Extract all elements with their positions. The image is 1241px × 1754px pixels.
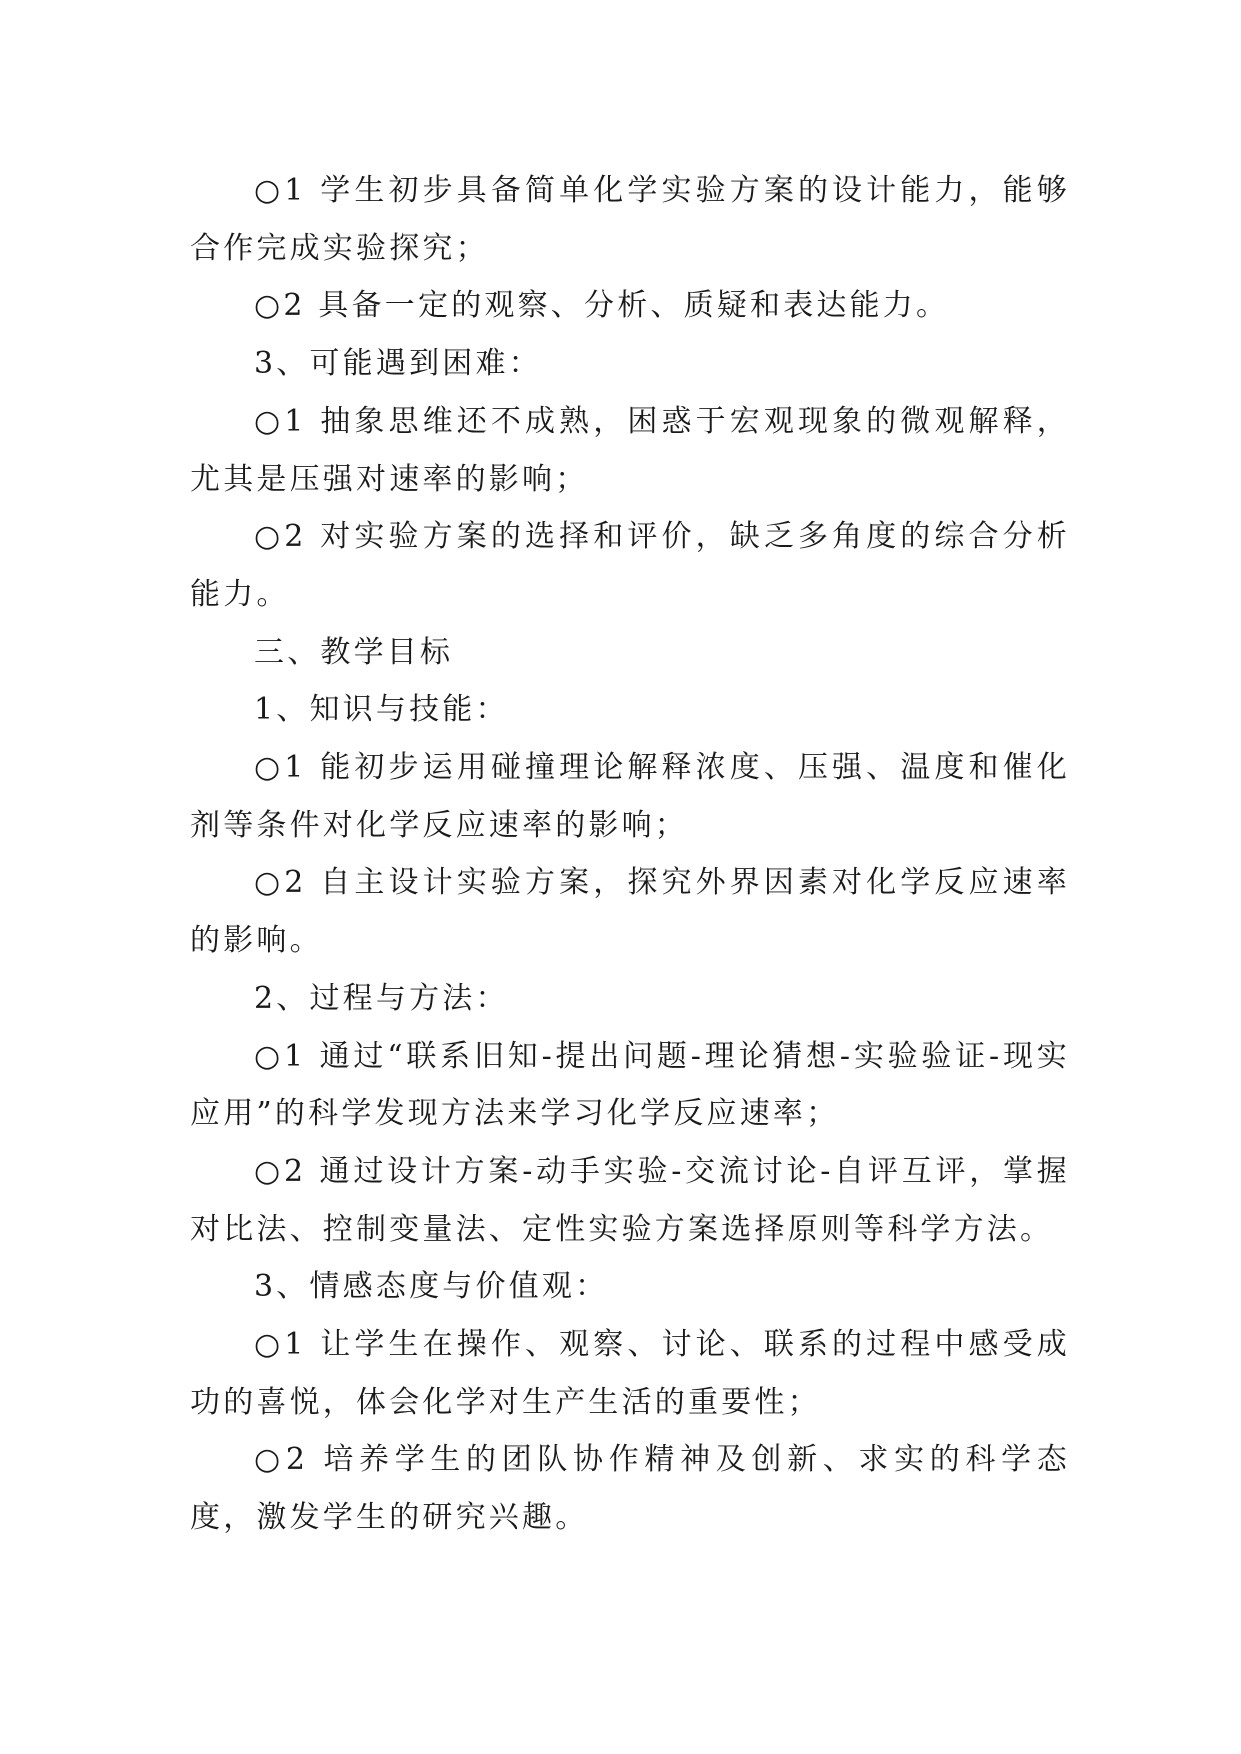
heading-teaching-goals: 三、教学目标: [254, 634, 454, 670]
heading-process-methods: 2、过程与方法：: [254, 980, 509, 1016]
paragraph-design-experiment: ○2 自主设计实验方案，探究外界因素对化学反应速率的影响。: [190, 865, 1070, 959]
heading-attitudes-values: 3、情感态度与价值观：: [254, 1269, 609, 1305]
paragraph-teamwork-spirit: ○2 培养学生的团队协作精神及创新、求实的科学态度，激发学生的研究兴趣。: [190, 1442, 1070, 1536]
paragraph-student-design-ability: ○1 学生初步具备简单化学实验方案的设计能力，能够合作完成实验探究；: [190, 173, 1070, 266]
paragraph-control-variables: ○2 通过设计方案-动手实验-交流讨论-自评互评，掌握对比法、控制变量法、定性实验方案选择原则等科学方法。: [190, 1153, 1070, 1247]
paragraph-joy-of-success: ○1 让学生在操作、观察、讨论、联系的过程中感受成功的喜悦，体会化学对生产生活的重要性；: [190, 1327, 1070, 1420]
heading-knowledge-skills: 1、知识与技能：: [254, 692, 509, 728]
paragraph-abstract-thinking: ○1 抽象思维还不成熟，困惑于宏观现象的微观解释，尤其是压强对速率的影响；: [190, 403, 1070, 497]
document-body: [190, 162, 1070, 1547]
paragraph-observation-ability: ○2 具备一定的观察、分析、质疑和表达能力。: [254, 288, 950, 324]
paragraph-experiment-evaluation: ○2 对实验方案的选择和评价，缺乏多角度的综合分析能力。: [190, 519, 1070, 612]
paragraph-scientific-method: ○1 通过“联系旧知-提出问题-理论猜想-实验验证-现实应用”的科学发现方法来学习化学反应速率；: [190, 1038, 1070, 1132]
heading-possible-difficulties: 3、可能遇到困难：: [254, 346, 542, 382]
paragraph-collision-theory: ○1 能初步运用碰撞理论解释浓度、压强、温度和催化剂等条件对化学反应速率的影响；: [190, 750, 1070, 843]
